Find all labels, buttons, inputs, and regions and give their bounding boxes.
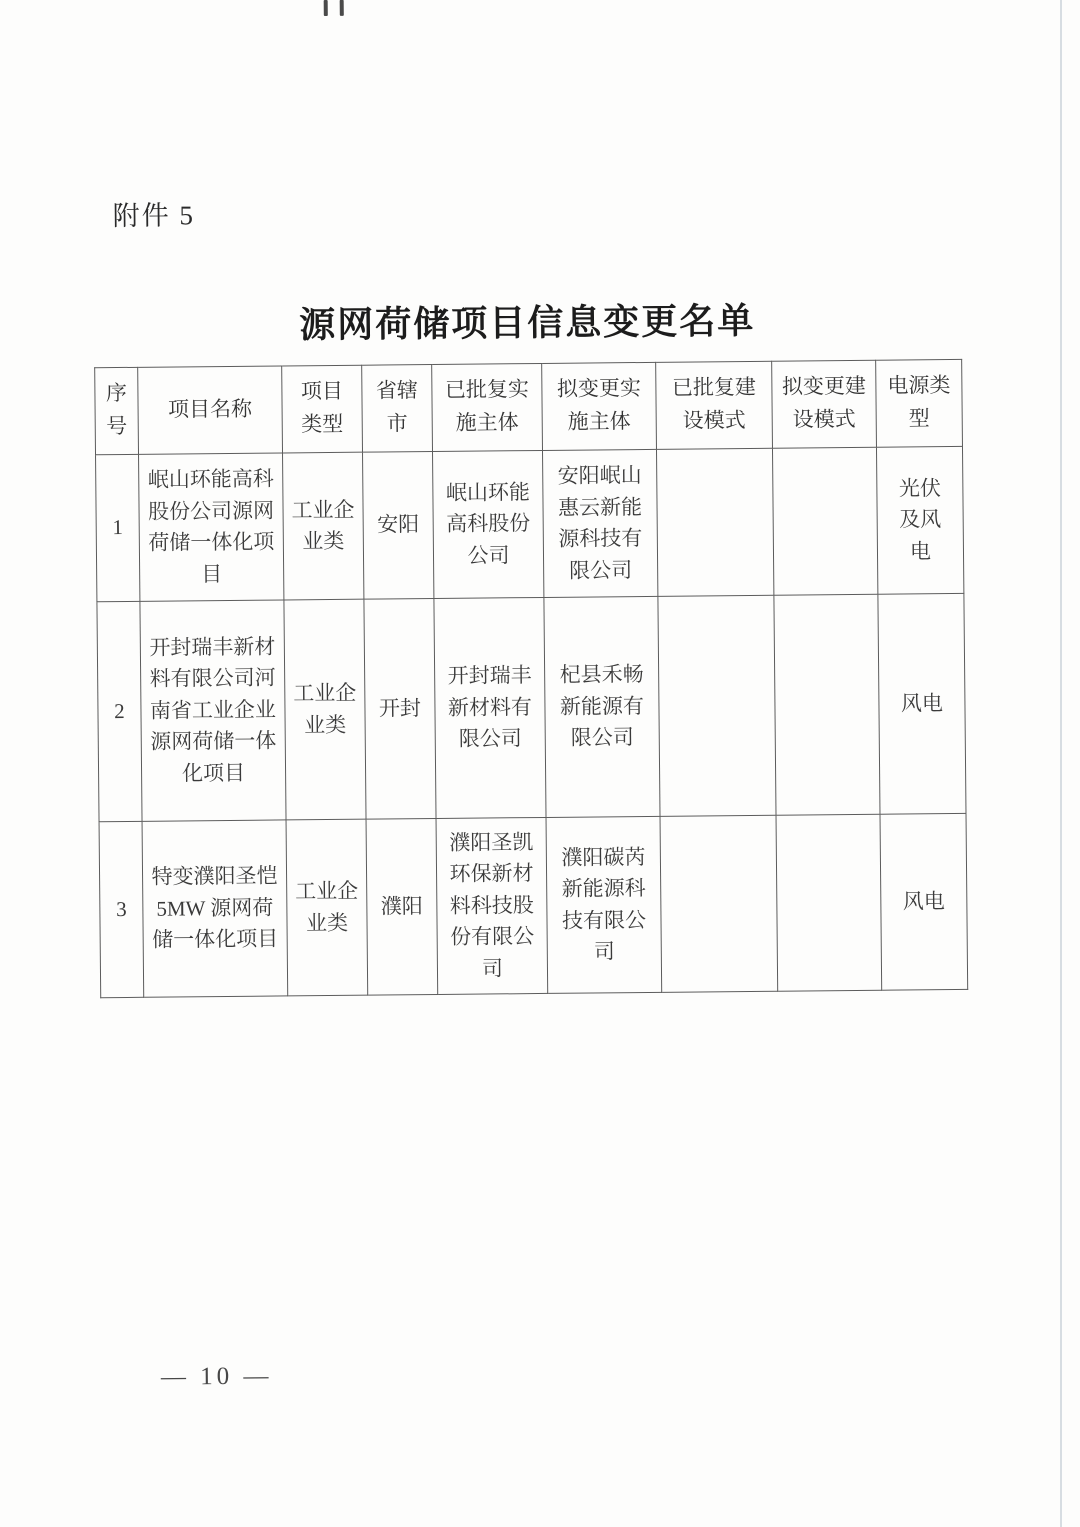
cell-proposed-entity: 濮阳碳芮新能源科技有限公司 bbox=[546, 816, 662, 993]
cell-serial-number: 2 bbox=[97, 601, 142, 821]
cell-project-name: 特变濮阳圣恺 5MW 源网荷储一体化项目 bbox=[142, 820, 288, 997]
cell-approved-entity: 开封瑞丰新材料有限公司 bbox=[434, 597, 546, 818]
header-city: 省辖市 bbox=[362, 365, 433, 453]
page-number: — 10 — bbox=[160, 1362, 273, 1391]
header-approved-entity: 已批复实施主体 bbox=[432, 363, 543, 451]
cell-power-type: 风电 bbox=[880, 813, 968, 990]
cell-city: 开封 bbox=[364, 599, 436, 820]
cell-approved-mode bbox=[658, 595, 776, 816]
header-proposed-entity: 拟变更实施主体 bbox=[542, 362, 657, 450]
cell-serial-number: 3 bbox=[99, 821, 144, 997]
table-row bbox=[97, 593, 966, 821]
table-header-row bbox=[95, 359, 963, 454]
cell-power-type: 风电 bbox=[878, 593, 966, 814]
cell-power-type: 光伏及风电 bbox=[876, 446, 963, 594]
cell-proposed-mode bbox=[772, 447, 877, 595]
cell-project-type: 工业企业类 bbox=[283, 452, 364, 600]
header-proposed-mode: 拟变更建设模式 bbox=[772, 360, 877, 448]
cell-approved-entity: 岷山环能高科股份公司 bbox=[433, 450, 544, 598]
cell-approved-mode bbox=[660, 815, 778, 992]
cell-serial-number: 1 bbox=[96, 454, 140, 601]
scan-artifact-mark bbox=[324, 0, 328, 16]
cell-proposed-mode bbox=[776, 814, 882, 991]
cell-approved-entity: 濮阳圣凯环保新材料科技股份有限公司 bbox=[436, 817, 548, 994]
cell-proposed-entity: 安阳岷山惠云新能源科技有限公司 bbox=[542, 449, 657, 597]
header-project-type: 项目类型 bbox=[282, 365, 363, 453]
attachment-label: 附件 5 bbox=[112, 200, 196, 232]
header-project-name: 项目名称 bbox=[138, 366, 283, 454]
header-serial-number: 序号 bbox=[95, 367, 139, 454]
table-row bbox=[99, 813, 968, 997]
document-title: 源网荷储项目信息变更名单 bbox=[299, 300, 756, 346]
cell-project-name: 岷山环能高科股份公司源网荷储一体化项目 bbox=[139, 453, 284, 601]
scan-artifact-mark bbox=[340, 0, 344, 16]
table-row bbox=[96, 446, 964, 601]
cell-project-type: 工业企业类 bbox=[286, 819, 368, 996]
header-power-type: 电源类型 bbox=[876, 359, 963, 447]
cell-city: 安阳 bbox=[363, 452, 434, 600]
cell-city: 濮阳 bbox=[366, 819, 438, 996]
cell-proposed-mode bbox=[774, 594, 880, 815]
header-approved-mode: 已批复建设模式 bbox=[656, 361, 773, 449]
cell-project-name: 开封瑞丰新材料有限公司河南省工业企业源网荷储一体化项目 bbox=[140, 600, 286, 821]
cell-project-type: 工业企业类 bbox=[284, 599, 366, 820]
cell-proposed-entity: 杞县禾畅新能源有限公司 bbox=[544, 596, 660, 817]
cell-approved-mode bbox=[656, 448, 773, 596]
project-change-table bbox=[94, 359, 968, 998]
